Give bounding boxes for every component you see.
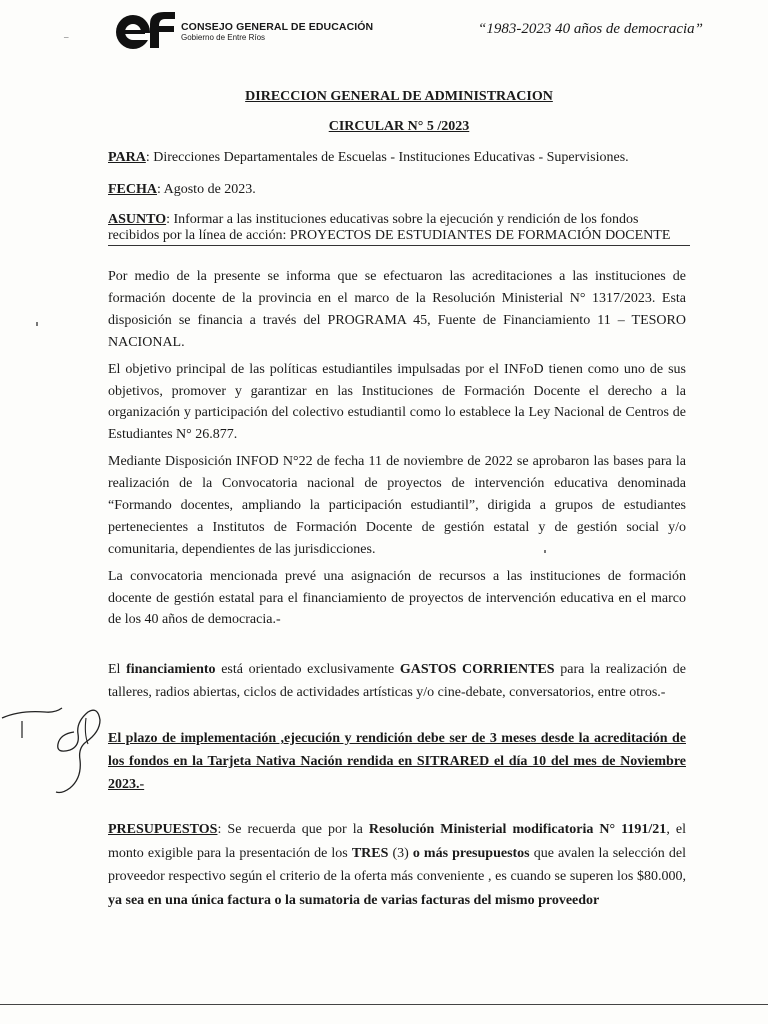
para-label: PARA: [108, 150, 146, 165]
presupuestos-label: PRESUPUESTOS: [108, 822, 218, 837]
motto: “1983-2023 40 años de democracia”: [478, 21, 703, 37]
p7-tres: TRES: [351, 845, 389, 861]
p5-text-c: está orientado exclusivamente: [215, 662, 400, 677]
asunto-line-1: [108, 212, 638, 228]
p7-text-e: (3): [388, 845, 413, 861]
p7-text-a: : Se recuerda que por la: [217, 822, 369, 837]
fecha-line: [108, 182, 256, 198]
paragraph-3: Mediante Disposición INFOD N°22 de fecha 11 de noviembre de 2022 se aprobaron las bases para la realización de la Convocatoria nacional de proyectos de intervención educativa denominada “Formando docentes, ampliando la participación estudiantil”, dirigida a grupos de estudiantes pertenecientes a Institutos de Formación Docente de gestión estatal y de gestión social y/o comunitaria, dependientes de las jurisdicciones.: [108, 454, 686, 557]
paragraph-4: La convocatoria mencionada prevé una asignación de recursos a las instituciones de formación docente de gestión estatal para el financiamiento de proyectos de intervención educativa en el marco de los 40 años de democracia.-: [108, 569, 686, 627]
asunto-divider: [108, 245, 690, 246]
para-line: [108, 150, 629, 166]
p7-text-c: , el monto exigible para la presentación de los: [108, 822, 686, 861]
bottom-edge-line: [0, 1004, 768, 1005]
cge-logo-icon: [112, 8, 178, 52]
p5-gastos-corrientes: GASTOS CORRIENTES: [399, 662, 555, 677]
stray-mark: [36, 322, 38, 326]
paragraph-1: Por medio de la presente se informa que se efectuaron las acreditaciones a las instituciones de formación docente de la provincia en el marco de la Resolución Ministerial N° 1317/2023. Esta disposición se financia a través del PROGRAMA 45, Fuente de Financiamiento 11 – TESORO NACIONAL.: [108, 269, 686, 350]
paragraph-6-deadline: El plazo de implementación ,ejecución y rendición debe ser de 3 meses desde la acreditación de los fondos en la Tarjeta Nativa Nación rendida en SITRARED el día 10 del mes de Noviembre 2023.-: [108, 731, 686, 792]
paragraph-5: [108, 658, 686, 704]
p7-resolucion: Resolución Ministerial modificatoria N° 1191/21: [368, 822, 667, 837]
asunto-line-2: recibidos por la línea de acción: PROYECTOS DE ESTUDIANTES DE FORMACIÓN DOCENTE: [108, 228, 671, 243]
asunto-label: ASUNTO: [108, 212, 167, 227]
p7-text-g: que avalen la selección del proveedor respectivo según el criterio de la oferta más conveniente , es cuando se superen los $80.000,: [108, 845, 686, 884]
handwritten-signature-icon: [0, 688, 110, 798]
p5-text-a: El: [108, 662, 127, 677]
fecha-text: : Agosto de 2023.: [157, 182, 256, 197]
fecha-label: FECHA: [108, 182, 157, 197]
p5-financiamiento: financiamiento: [126, 662, 216, 677]
stray-mark: [544, 550, 546, 553]
org-name: CONSEJO GENERAL DE EDUCACIÓN: [181, 21, 374, 33]
paragraph-2: El objetivo principal de las políticas estudiantiles impulsadas por el INFoD tienen como uno de sus objetivos, promover y garantizar en las Instituciones de Formación Docente el derecho a la organización y participación del colectivo estudiantil como lo establece la Ley Nacional de Centros de Estudiantes N° 26.877.: [108, 362, 686, 442]
stray-mark: –: [64, 32, 69, 42]
p7-mas-presupuestos: o más presupuestos: [412, 845, 530, 861]
p7-text-h: ya sea en una única factura o la sumatoria de varias facturas del mismo proveedor: [108, 892, 600, 908]
paragraph-7-presupuestos: [108, 818, 686, 912]
para-text: : Direcciones Departamentales de Escuelas - Instituciones Educativas - Supervisiones.: [145, 150, 629, 165]
org-subtitle: Gobierno de Entre Ríos: [181, 33, 266, 42]
circular-number: CIRCULAR N° 5 /2023: [328, 119, 470, 134]
asunto-text-1: : Informar a las instituciones educativas sobre la ejecución y rendición de los fondos: [166, 212, 639, 227]
p5-text-e: para la realización de talleres, radios abiertas, ciclos de actividades artísticas y/o cine-debate, conversatorios, entre otros.-: [108, 662, 686, 700]
document-title: DIRECCION GENERAL DE ADMINISTRACION: [245, 89, 553, 104]
